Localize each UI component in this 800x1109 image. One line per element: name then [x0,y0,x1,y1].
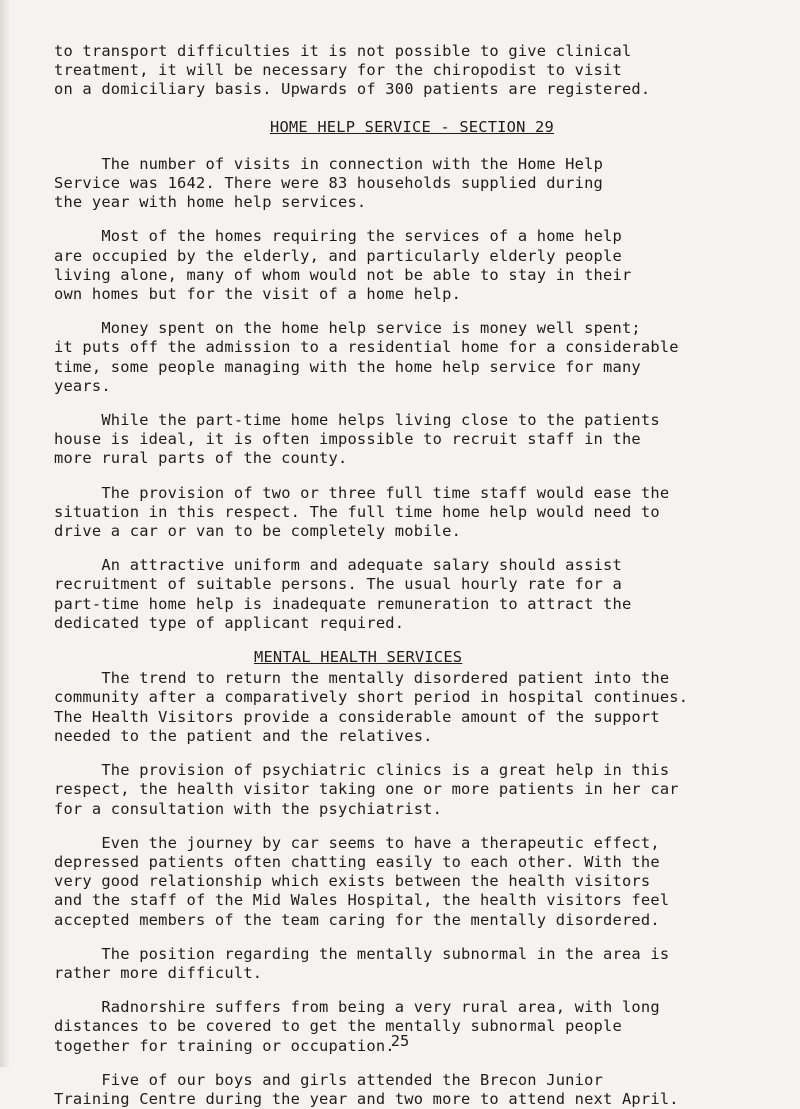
paragraph-mental-health-journey: Even the journey by car seems to have a therapeutic effect, depressed patients often chatting easily to each other. With the very good relationship which exists between the health visitors and the staff of the Mid Wales Hospital, the health visitors feel accepted members of the team caring for the mentally disordered. [54,833,670,929]
paragraph-mental-health-subnormal: The position regarding the mentally subnormal in the area is rather more difficult. [54,944,670,982]
paragraph-mental-health-radnorshire: Radnorshire suffers from being a very rural area, with long distances to be covered to get the mentally subnormal people together for training or occupation. [54,998,660,1055]
paragraph-home-help-full-time: The provision of two or three full time staff would ease the situation in this respect. The full time home help would need to drive a car or van to be completely mobile. [54,483,670,541]
page-number: 25 [390,1032,410,1050]
paragraph-home-help-elderly: Most of the homes requiring the services of a home help are occupied by the elderly, and particularly elderly people living alone, many of whom would not be able to stay in their own homes but for the visit of a home help. [54,227,632,304]
paragraph-home-help-uniform: An attractive uniform and adequate salary should assist recruitment of suitable persons. The usual hourly rate for a part-time home help is inadequate remuneration to attract the dedicated type of applicant required. [54,556,632,632]
paragraph-home-help-money: Money spent on the home help service is money well spent; it puts off the admission to a residential home for a considerable time, some people managing with the home help service for many years. [54,319,679,395]
paragraph-mental-health-clinics: The provision of psychiatric clinics is a great help in this respect, the health visitor taking one or more patients in her car for a consultation with the psychiatrist. [54,761,679,818]
heading-home-help-service: HOME HELP SERVICE - SECTION 29 [270,117,554,136]
paragraph-home-help-part-time: While the part-time home helps living close to the patients house is ideal, it is often impossible to recruit staff in the more rural parts of the county. [54,411,660,468]
paragraph-mental-health-training-centre: Five of our boys and girls attended the Brecon Junior Training Centre during the year and two more to attend next April. [54,1070,679,1108]
heading-mental-health-services: MENTAL HEALTH SERVICES [254,648,463,667]
paragraph-chiropody-continued: to transport difficulties it is not possible to give clinical treatment, it will be necessary for the chiropodist to visit on a domiciliary basis. Upwards of 300 patients are registered. [54,42,651,99]
paragraph-mental-health-trend: The trend to return the mentally disordered patient into the community after a comparatively short period in hospital continues. The Health Visitors provide a considerable amount of the support needed to the patient and the relatives. [54,669,689,745]
paragraph-home-help-visits: The number of visits in connection with the Home Help Service was 1642. There were 83 households supplied during the year with home help services. [54,154,604,212]
